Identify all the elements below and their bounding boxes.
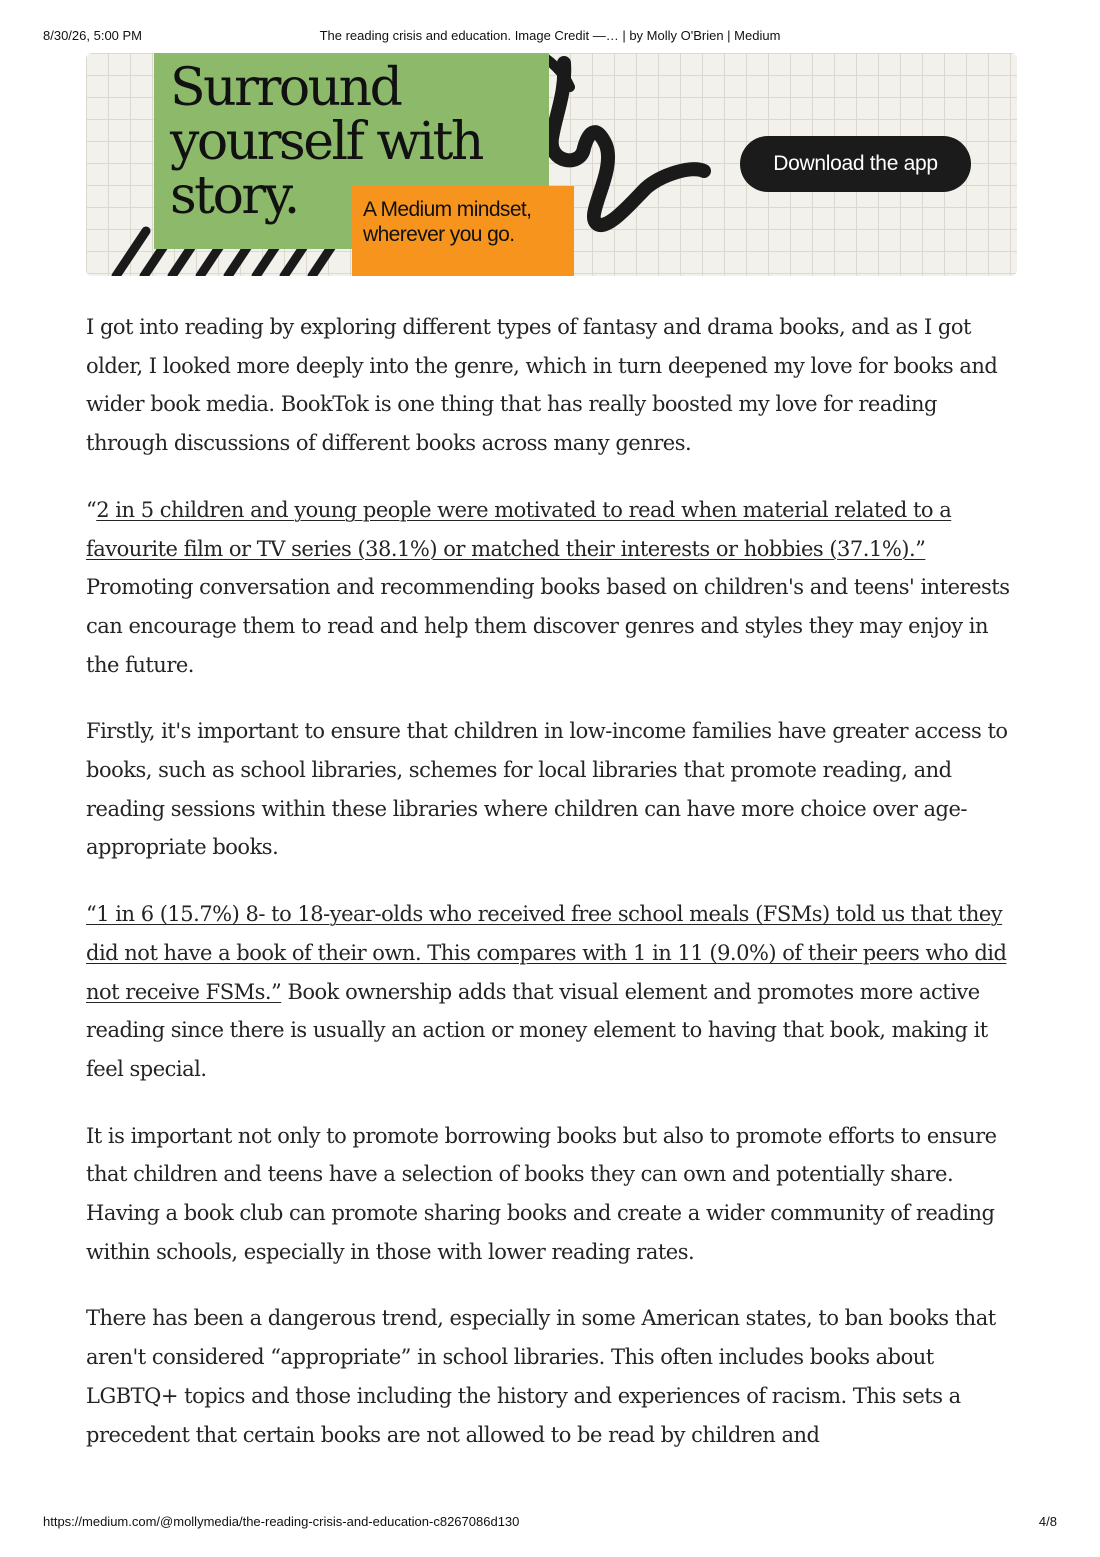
- print-page-number: 4/8: [1038, 1514, 1057, 1529]
- print-datetime: 8/30/26, 5:00 PM: [43, 28, 143, 43]
- banner-tagline: A Medium mindset, wherever you go.: [363, 198, 532, 246]
- paragraph-5: It is important not only to promote borrowing books but also to promote efforts to ensure that children and teens have a selection of books they can own and potentially share. Having a book club can promote sharing books and create a wider community of reading within schools, especially in those with lower reading rates.: [86, 1123, 997, 1264]
- paragraph-4-text: Book ownership adds that visual element and promotes more active reading since there is usually an action or money element to having that book, making it feel special.: [86, 979, 988, 1081]
- quote-link-motivation-stats[interactable]: 2 in 5 children and young people were motivated to read when material related to a favourite film or TV series (38.1%) or matched their interests or hobbies (37.1%).”: [86, 497, 952, 561]
- paragraph-3: Firstly, it's important to ensure that children in low-income families have greater access to books, such as school libraries, schemes for local libraries that promote reading, and reading sessions within these libraries where children can have more choice over age-appropriate books.: [86, 719, 1008, 860]
- print-header: [0, 28, 1100, 46]
- paragraph-2: [86, 491, 1018, 685]
- paragraph-1: I got into reading by exploring different types of fantasy and drama books, and as I got older, I looked more deeply into the genre, which in turn deepened my love for books and wider book media. BookTok is one thing that has really boosted my love for reading through discussions of different books across many genres.: [86, 315, 998, 456]
- paragraph-4: [86, 895, 1018, 1089]
- open-quote: “: [86, 497, 97, 522]
- paragraph-2-text: Promoting conversation and recommending books based on children's and teens' interests can encourage them to read and help them discover genres and styles they may enjoy in the future.: [86, 575, 1010, 677]
- paragraph-6: There has been a dangerous trend, especially in some American states, to ban books that aren't considered “appropriate” in school libraries. This often includes books about LGBTQ+ topics and those including the history and experiences of racism. This sets a precedent that certain books are not allowed to be read by children and: [86, 1306, 996, 1447]
- print-url: https://medium.com/@mollymedia/the-reading-crisis-and-education-c8267086d130: [43, 1514, 520, 1529]
- print-footer: [0, 1514, 1100, 1532]
- banner-headline: Surround yourself with story.: [170, 58, 482, 226]
- download-app-button[interactable]: Download the app: [740, 136, 971, 192]
- quote-link-fsm-stats[interactable]: “1 in 6 (15.7%) 8- to 18-year-olds who received free school meals (FSMs) told us that they did not have a book of their own. This compares with 1 in 11 (9.0%) of their peers who did not receive FSMs.”: [86, 902, 1007, 1004]
- article-body: [86, 308, 1018, 1482]
- app-download-banner[interactable]: [86, 53, 1017, 276]
- print-page-title: The reading crisis and education. Image Credit —… | by Molly O'Brien | Medium: [319, 28, 781, 43]
